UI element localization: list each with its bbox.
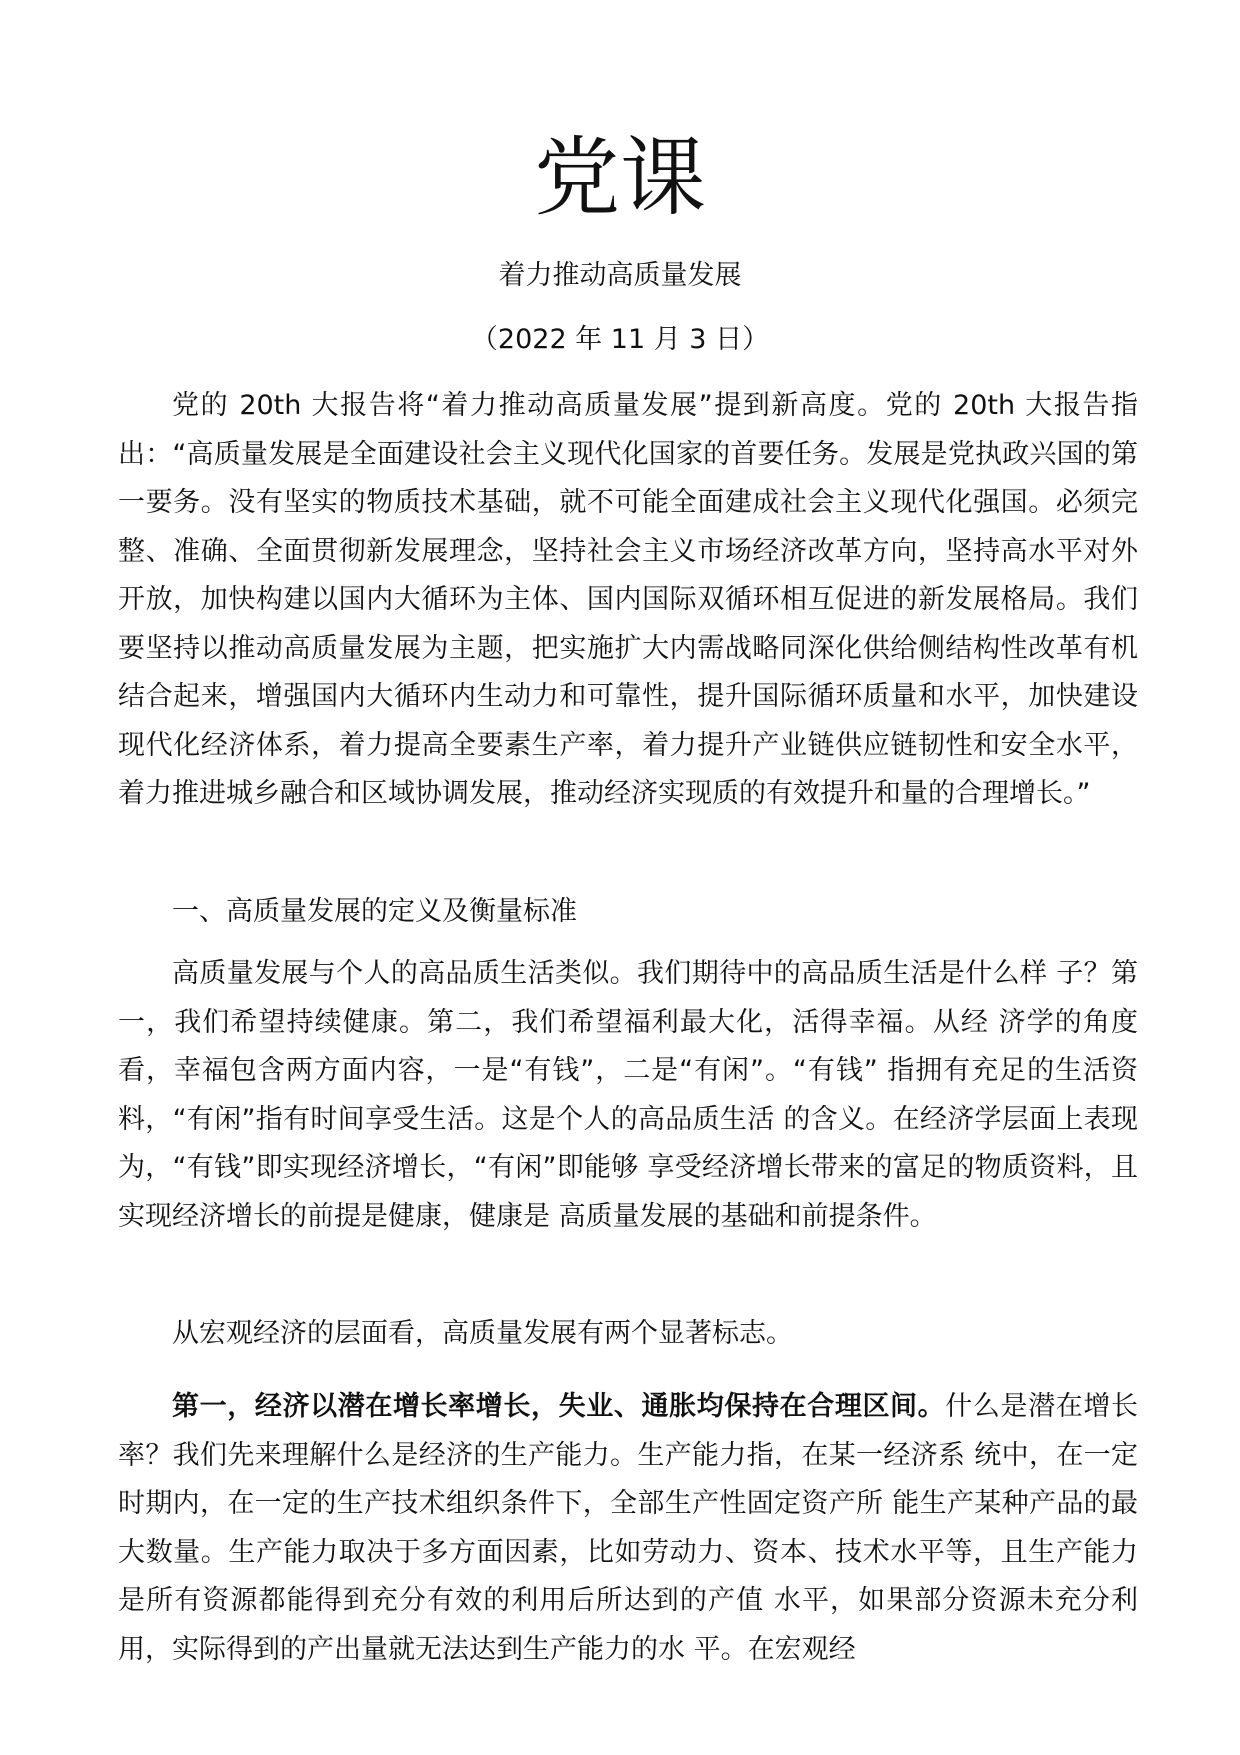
intro-paragraph: 党的 20th 大报告将“着力推动高质量发展”提到新高度。党的 20th 大报告指出：“高质量发展是全面建设社会主义现代化国家的首要任务。发展是党执政兴国的第一要务。没有坚实的物质技术基础，就不可能全面建成社会主义现代化强国。必须完整、准确、全面贯彻新发展理念，坚持社会主义市场经济改革方向，坚持高水平对外开放，加快构建以国内大循环为主体、国内国际双循环相互促进的新发展格局。我们要坚持以推动高质量发展为主题，把实施扩大内需战略同深化供给侧结构性改革有机结合起来，增强国内大循环内生动力和可靠性，提升国际循环质量和水平，加快建设现代化经济体系，着力提高全要素生产率，着力提升产业链供应链韧性和安全水平，着力推进城乡融合和区域协调发展，推动经济实现质的有效提升和量的合理增长。” [118,390,1138,809]
document-title: 党课 [534,128,706,228]
document-subtitle: 着力推动高质量发展 [498,260,742,291]
first-mark-body: 什么是潜在增长率？我们先来理解什么是经济的生产能力。生产能力指，在某一经济系 统中，在一定时期内，在一定的生产技术组织条件下，全部生产性固定资产所 能生产某种产品的最大数量。生产能力取决于多方面因素，比如劳动力、资本、技术水平等，且生产能力是所有资源都能得到充分有效的利用后所达到的产值 水平，如果部分资源未充分利用，实际得到的产出量就无法达到生产能力的水 平。在宏观经 [118,1391,1139,1665]
first-mark-lead: 第一，经济以潜在增长率增长，失业、通胀均保持在合理区间。 [172,1391,946,1422]
document-date: （2022 年 11 月 3 日） [470,324,770,355]
section-heading: 一、高质量发展的定义及衡量标准 [172,896,577,927]
macro-view-paragraph: 从宏观经济的层面看，高质量发展有两个显著标志。 [172,1318,793,1349]
first-mark-paragraph [118,1383,1138,1674]
quality-life-paragraph: 高质量发展与个人的高品质生活类似。我们期待中的高品质生活是什么样 子？第一，我们希望持续健康。第二，我们希望福利最大化，活得幸福。从经 济学的角度看，幸福包含两方面内容，一是“有钱”，二是“有闲”。“有钱” 指拥有充足的生活资料，“有闲”指有时间享受生活。这是个人的高品质生活 的含义。在经济学层面上表现为，“有钱”即实现经济增长，“有闲”即能够 享受经济增长带来的富足的物质资料，且实现经济增长的前提是健康，健康是 高质量发展的基础和前提条件。 [118,958,1138,1232]
